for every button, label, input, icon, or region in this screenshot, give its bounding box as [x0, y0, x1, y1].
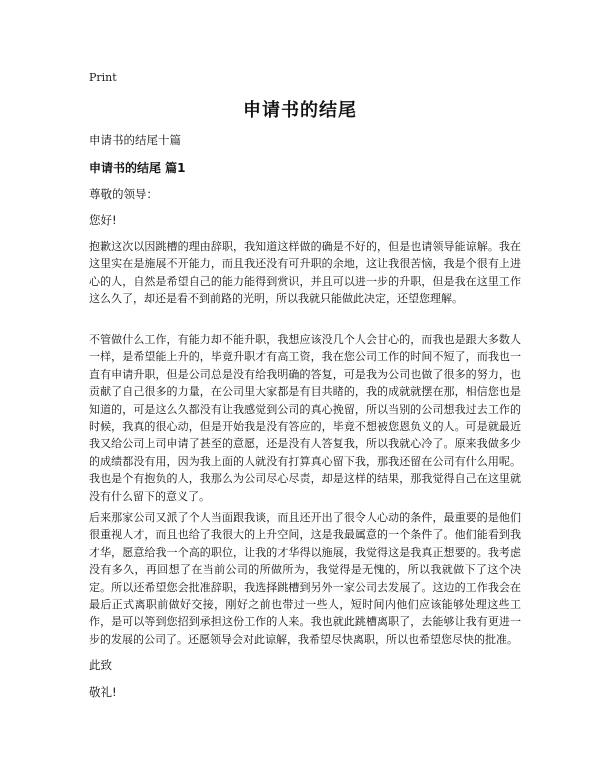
body-paragraph: 不管做什么工作，有能力却不能升职，我想应该没几个人会甘心的，而我也是跟大多数人一样，是希望能上升的，毕竟升职才有高工资，我在您公司工作的时间不短了，而我也一直有申请升职，但是公司总是没有给我明确的答复，可是我为公司也做了很多的努力，也贡献了自己很多的力量，在公司里大家都是有目共睹的，我的成就就摆在那，相信您也是知道的，可是这么久都没有让我感觉到公司的真心挽留，所以当别的公司想我过去工作的时候，我真的很心动，但是开始我是没有答应的，毕竟不想被您恩负义的人。可是就最近我又给公司上司申请了甚至的意愿，还是没有人答复我，所以我就心冷了。原来我做多少的成绩都没有用，因为我上面的人就没有打算真心留下我，那我还留在公司有什么用呢。我也是个有抱负的人，我那么为公司尽心尽责，却是这样的结果，那我觉得自己在这里就没有什么留下的意义了。 [89, 333, 521, 503]
regards: 敬礼! [89, 685, 117, 699]
section-heading: 申请书的结尾 篇1 [89, 161, 186, 175]
closing: 此致 [89, 658, 112, 672]
document-subtitle: 申请书的结尾十篇 [89, 133, 181, 147]
body-paragraph: 后来那家公司又派了个人当面跟我谈，而且还开出了很令人心动的条件，最重要的是他们很重视人才，而且也给了我很大的上升空间，这是我最属意的一个条件了。他们能看到我才华，愿意给我一个高的职位，让我的才华得以施展，我觉得这是我真正想要的。我考虑没有多久，再回想了在当前公司的所做所为，我觉得是无愧的，所以我就做下了这个决定。所以还希望您会批准辞职，我选择跳槽到另外一家公司去发展了。这边的工作我会在最后正式离职前做好交接，刚好之前也带过一些人，短时间内他们应该能够处理这些工作，是可以等到您招到承担这份工作的人来。我也就此跳槽离职了，去能够让我有更进一步的发展的公司了。还愿领导会对此谅解，我希望尽快离职，所以也希望您尽快的批准。 [89, 511, 521, 646]
body-paragraph: 抱歉这次以因跳槽的理由辞职，我知道这样做的确是不好的，但是也请领导能谅解。我在这里实在是施展不开能力，而且我还没有可升职的余地，这让我很苦恼，我是个很有上进心的人，自然是希望自己的能力能得到赏识，并且可以进一步的升职，但是我在这里工作这么久了，却还是看不到前路的光明，所以我就只能做此决定，还望您理解。 [89, 240, 521, 306]
document-title: 申请书的结尾 [243, 100, 357, 121]
salutation: 尊敬的领导： [89, 187, 158, 201]
greeting: 您好! [89, 213, 117, 227]
print-label: Print [89, 71, 117, 84]
